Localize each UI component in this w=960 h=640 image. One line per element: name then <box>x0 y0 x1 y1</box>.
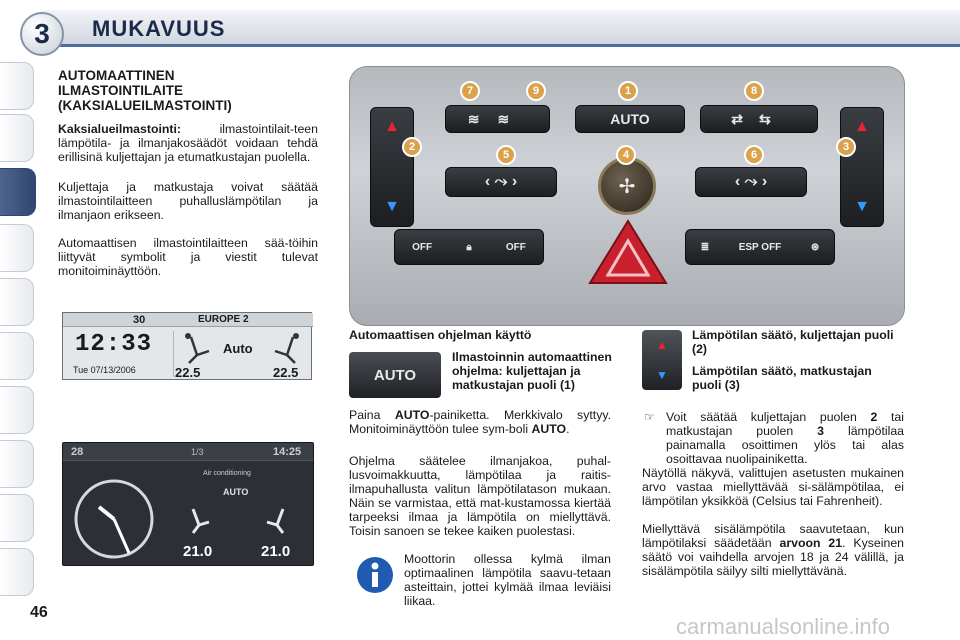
comfort-paragraph <box>642 522 904 578</box>
right-function-keys[interactable] <box>685 229 835 265</box>
bullet-icon: ☞ <box>644 410 655 424</box>
esp-off-key: ESP OFF <box>738 241 782 253</box>
arrow-up-icon: ▲ <box>656 338 668 352</box>
recirculation-icon: ⇄⇆ <box>731 110 787 127</box>
display-paragraph: Näytöllä näkyvä, valittujen asetusten mukainen arvo vastaa miellyttävää si-sälämpötilaa, ei lämpötilan yksikköä (Celsius tai Fahrenheit). <box>642 466 904 508</box>
text-run: Paina <box>349 408 395 422</box>
key-off-left: OFF <box>412 241 433 253</box>
callout-badge: 3 <box>836 137 856 157</box>
arrow-up-icon: ▲ <box>384 118 400 135</box>
passenger-temp-title: Lämpötilan säätö, matkustajan puoli (3) <box>692 364 872 392</box>
dash-right-temp: 21.0 <box>261 543 291 560</box>
text-run-bold: arvoon 21 <box>779 536 843 550</box>
lock-icon: 🔒︎ <box>466 241 472 253</box>
lcd-date: Tue 07/13/2006 <box>73 365 136 375</box>
text-run: . <box>566 422 570 436</box>
dash-seat-icons <box>183 505 303 539</box>
text-run-bold: AUTO <box>531 422 567 436</box>
section-heading <box>58 68 232 113</box>
lcd-right-temp: 22.5 <box>273 365 299 380</box>
dash-title: Air conditioning <box>203 470 251 477</box>
info-icon <box>356 556 394 594</box>
bullet-paragraph <box>666 410 904 466</box>
chapter-title: MUKAVUUS <box>92 16 226 41</box>
text-run-bold: 2 <box>870 410 878 424</box>
dash-left-temp: 21.0 <box>183 543 213 560</box>
callout-badge: 4 <box>616 145 636 165</box>
arrow-down-icon: ▼ <box>854 198 870 215</box>
program-paragraph: Ohjelma säätelee ilmanjakoa, puhal-lusvoimakkuutta, lämpötilaa ja raitis-ilmapuhallusta valitun lämpötilatason mukaan. Näin se varmistaa, että mat-kustamossa kiertää tarpeeksi ilmaa ja lämpötila on miellyttävä. Toisin sanoen se tekee kaiken puolestasi. <box>349 454 611 538</box>
defrost-icon: ≋≋ <box>467 110 528 127</box>
driver-temp-rocker[interactable] <box>370 107 414 227</box>
chapter-tab[interactable] <box>0 386 34 434</box>
lcd-clock: 12:33 <box>75 331 153 358</box>
analog-clock-icon <box>69 467 159 562</box>
chapter-tabs <box>0 62 40 582</box>
chapter-tab[interactable] <box>0 440 34 488</box>
dash-mode: AUTO <box>223 487 249 497</box>
chapter-tab[interactable] <box>0 224 34 272</box>
intro-rest: ilmastointilait-teen lämpötila- ja ilmanjakosäädöt voidaan tehdä erillisinä kuljettajan ja etumatkustajan puolella. <box>58 122 318 164</box>
text-run-bold: AUTO <box>394 408 430 422</box>
dash-top-left: 28 <box>71 446 84 458</box>
color-display <box>62 442 314 566</box>
monochrome-display <box>62 312 312 380</box>
text-run: -painiketta. Merkkivalo syttyy. Monitoiminäyttöön tulee sym-boli <box>349 408 611 436</box>
arrow-down-icon: ▼ <box>656 368 668 382</box>
callout-badge: 7 <box>460 81 480 101</box>
temp-rocker-thumbnail <box>642 330 682 390</box>
section-title: Automaattisen ohjelman käyttö <box>349 328 532 342</box>
chapter-tab[interactable] <box>0 114 34 162</box>
heading-line: AUTOMAATTINEN <box>58 68 175 83</box>
driver-temp-title: Lämpötilan säätö, kuljettajan puoli (2) <box>692 328 894 356</box>
paragraph: Automaattisen ilmastointilaitteen sää-töihin liittyvät symbolit ja viestit tulevat monitoiminäyttöön. <box>58 236 318 278</box>
auto-caption: Ilmastoinnin automaattinen ohjelma: kuljettajan ja matkustajan puoli (1) <box>452 350 612 392</box>
lcd-mode: Auto <box>223 341 253 356</box>
page-number: 46 <box>30 604 48 621</box>
arrow-down-icon: ▼ <box>384 198 400 215</box>
child-lock-icon: ⊛ <box>810 241 820 253</box>
callout-badge: 2 <box>402 137 422 157</box>
auto-button[interactable]: AUTO <box>575 105 685 133</box>
chapter-tab[interactable] <box>0 548 34 596</box>
defrost-buttons[interactable] <box>445 105 550 133</box>
chapter-tab[interactable] <box>0 494 34 542</box>
driver-air-distribution[interactable]: ‹ ⤳ › <box>445 167 557 197</box>
text-run: lämpötilaa painamalla osoittimen ylös tai alas osoittavaa nuolipainiketta. <box>666 424 905 466</box>
callout-badge: 8 <box>744 81 764 101</box>
intro-paragraph <box>58 122 318 164</box>
text-run-bold: 3 <box>817 424 824 438</box>
chapter-tab[interactable] <box>0 332 34 380</box>
header-rule <box>40 44 960 47</box>
fan-knob[interactable]: ✢ <box>598 157 656 215</box>
text-run: . Kyseinen säätö voi vaihdella arvojen 18 ja 24 välillä, ja sisälämpötila säilyy silti miellyttävänä. <box>642 536 905 578</box>
dash-page: 1/3 <box>191 447 204 457</box>
chapter-number: 3 <box>20 12 64 56</box>
info-note: Moottorin ollessa kylmä ilman optimaalinen lämpötila saavu-tetaan asteittain, jottei kylmää ilmaa leviäisi liikaa. <box>404 552 611 608</box>
lcd-left-temp: 22.5 <box>175 365 201 380</box>
callout-badge: 9 <box>526 81 546 101</box>
watermark: carmanualsonline.info <box>676 614 891 639</box>
callout-badge: 5 <box>496 145 516 165</box>
lcd-region: EUROPE 2 <box>198 314 249 325</box>
recirculation-buttons[interactable] <box>700 105 818 133</box>
hazard-button[interactable] <box>586 217 670 287</box>
climate-panel-photo <box>349 66 905 326</box>
intro-bold: Kaksialueilmastointi: <box>58 122 182 136</box>
text-run: Miellyttävä sisälämpötila saavutetaan, kun lämpötilaksi säädetään <box>642 522 904 550</box>
chapter-tab[interactable] <box>0 278 34 326</box>
spring-icon: ≣ <box>700 241 710 253</box>
key-off-mid: OFF <box>505 241 526 253</box>
paragraph: Kuljettaja ja matkustaja voivat säätää ilmastointilaitteen puhalluslämpötilan ja ilmanjaon erikseen. <box>58 180 318 222</box>
lcd-small-temp: 30 <box>133 314 146 326</box>
chapter-tab-active[interactable] <box>0 168 36 216</box>
callout-badge: 6 <box>744 145 764 165</box>
heading-line: (KAKSIALUEILMASTOINTI) <box>58 98 232 113</box>
page-header <box>0 0 960 52</box>
left-function-keys[interactable] <box>394 229 544 265</box>
arrow-up-icon: ▲ <box>854 118 870 135</box>
auto-paragraph <box>349 408 611 436</box>
chapter-tab[interactable] <box>0 62 34 110</box>
passenger-air-distribution[interactable]: ‹ ⤳ › <box>695 167 807 197</box>
dash-clock: 14:25 <box>273 446 302 458</box>
text-run: tai matkustajan puolen <box>666 410 905 438</box>
passenger-temp-rocker[interactable] <box>840 107 884 227</box>
text-run: Voit säätää kuljettajan puolen <box>666 410 871 424</box>
auto-button-thumbnail: AUTO <box>349 352 441 398</box>
callout-badge: 1 <box>618 81 638 101</box>
heading-line: ILMASTOINTILAITE <box>58 83 183 98</box>
